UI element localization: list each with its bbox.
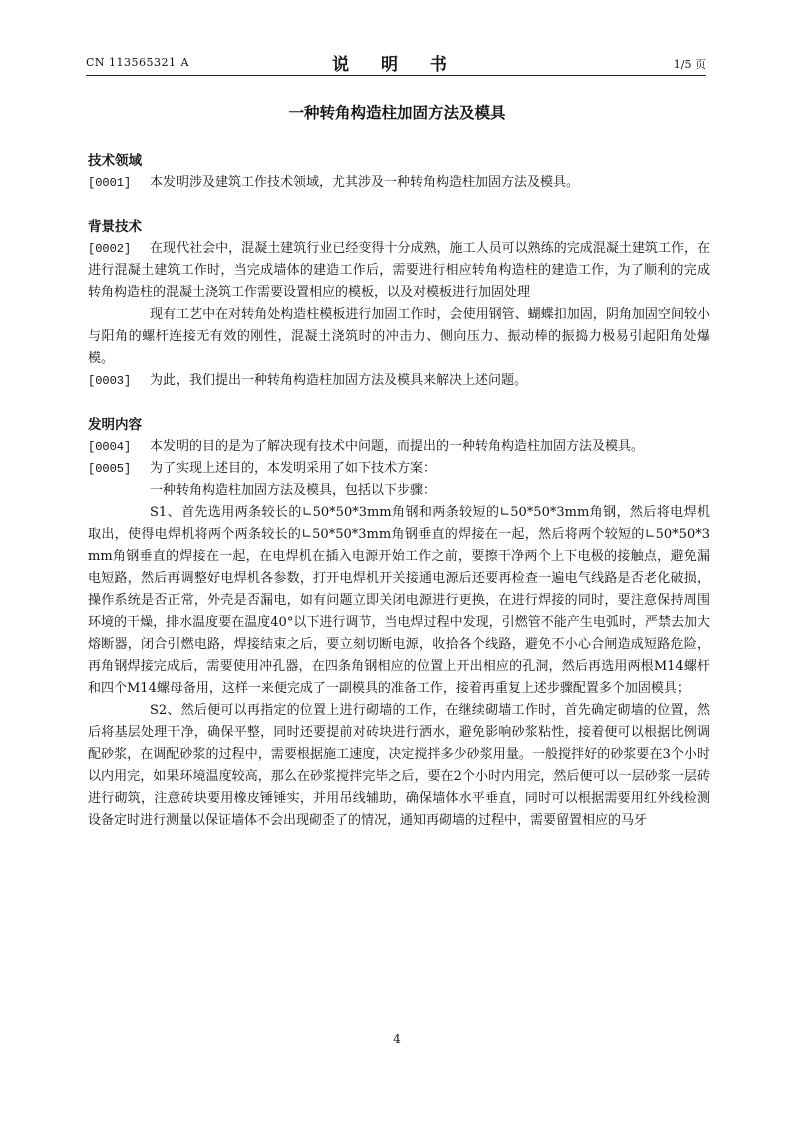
paragraph-0003	[88, 370, 710, 392]
page-counter: 1/5 页	[673, 58, 706, 71]
page-number: 4	[393, 1032, 401, 1046]
paragraph-number: [0002]	[88, 242, 132, 256]
header-divider	[86, 75, 706, 76]
paragraph-number: [0001]	[88, 176, 132, 190]
step-s1: S1、首先选用两条较长的∟50*50*3mm角钢和两条较短的∟50*50*3mm角钢，然后将电焊机取出，使得电焊机将两个两条较长的∟50*50*3mm角钢垂直的焊接在一起，然后将两个较短的∟50*50*3mm角钢垂直的焊接在一起，在电焊机在插入电源开始工作之前，要擦干净两个上下电极的接触点，避免漏电短路，然后再调整好电焊机各参数，打开电焊机开关接通电源后还要再检查一遍电气线路是否老化破损，操作系统是否正常，外壳是否漏电，如有问题立即关闭电源进行更换，在进行焊接的同时，要注意保持周围环境的干燥，排水温度要在温度40°以下进行调节，当电焊过程中发现，引燃管不能产生电弧时，严禁去加大熔断器，闭合引燃电路，焊接结束之后，要立刻切断电源，收拾各个线路，避免不小心合闸造成短路危险，再角钢焊接完成后，需要使用冲孔器，在四条角钢相应的位置上开出相应的孔洞，然后再选用两根M14螺杆和四个M14螺母备用，这样一来便完成了一副模具的准备工作，接着再重复上述步骤配置多个加固模具；	[88, 505, 710, 696]
section-heading-summary: 发明内容	[88, 417, 142, 433]
paragraph-0005-continued: 一种转角构造柱加固方法及模具，包括以下步骤：	[150, 483, 437, 498]
paragraph-text: 为了实现上述目的，本发明采用了如下技术方案：	[150, 461, 437, 476]
document-number: CN 113565321 A	[86, 56, 189, 69]
paragraph-0005	[88, 458, 710, 480]
section-heading-background: 背景技术	[88, 219, 142, 235]
paragraph-0004	[88, 436, 710, 458]
section-heading-technical-field: 技术领域	[88, 153, 142, 169]
paragraph-0002	[88, 238, 710, 304]
paragraph-text: 在现代社会中，混凝土建筑行业已经变得十分成熟，施工人员可以熟练的完成混凝土建筑工作，在进行混凝土建筑工作时，当完成墙体的建造工作后，需要进行相应转角构造柱的建造工作，为了顺利的完成转角构造柱的混凝土浇筑工作需要设置相应的模板，以及对模板进行加固处理	[88, 241, 710, 300]
invention-title: 一种转角构造柱加固方法及模具	[288, 104, 506, 122]
paragraph-text: 本发明的目的是为了解决现有技术中问题，而提出的一种转角构造柱加固方法及模具。	[150, 439, 645, 454]
paragraph-0002-continued: 现有工艺中在对转角处构造柱模板进行加固工作时，会使用钢管、蝴蝶扣加固，阴角加固空间较小与阳角的螺杆连接无有效的刚性，混凝土浇筑时的冲击力、侧向压力、振动棒的振捣力极易引起阳角处爆模。	[88, 307, 710, 366]
page-header	[86, 50, 706, 74]
paragraph-number: [0005]	[88, 462, 132, 476]
document-body	[88, 150, 710, 832]
paragraph-0001	[88, 172, 710, 194]
step-s2: S2、然后便可以再指定的位置上进行砌墙的工作，在继续砌墙工作时，首先确定砌墙的位置，然后将基层处理干净，确保平整，同时还要提前对砖块进行洒水，避免影响砂浆粘性，接着便可以根据比例调配砂浆，在调配砂浆的过程中，需要根据施工速度，决定搅拌多少砂浆用量。一般搅拌好的砂浆要在3个小时以内用完，如果环境温度较高，那么在砂浆搅拌完毕之后，要在2个小时内用完，然后便可以一层砂浆一层砖进行砌筑，注意砖块要用橡皮锤锤实，并用吊线辅助，确保墙体水平垂直，同时可以根据需要用红外线检测设备定时进行测量以保证墙体不会出现砌歪了的情况，通知再砌墙的过程中，需要留置相应的马牙	[88, 703, 710, 828]
paragraph-number: [0004]	[88, 440, 132, 454]
paragraph-text: 本发明涉及建筑工作技术领域，尤其涉及一种转角构造柱加固方法及模具。	[150, 175, 580, 190]
paragraph-text: 为此，我们提出一种转角构造柱加固方法及模具来解决上述问题。	[150, 373, 528, 388]
paragraph-number: [0003]	[88, 374, 132, 388]
document-type-title: 说 明 书	[332, 55, 460, 75]
